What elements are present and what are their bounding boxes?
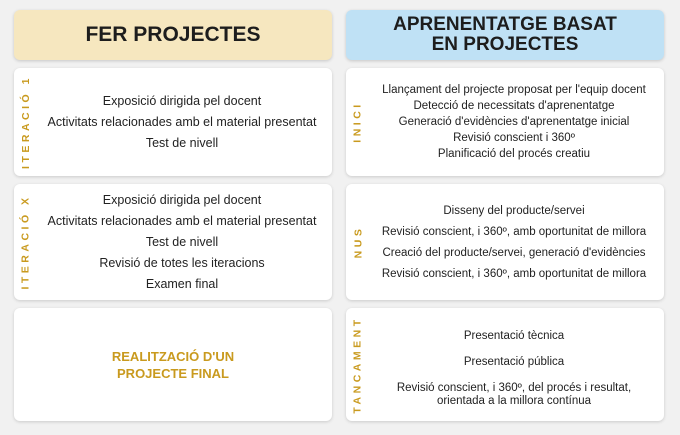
tancament-card: [346, 308, 664, 421]
inici-label: INICI: [352, 101, 365, 143]
tancament-side: [346, 308, 370, 421]
projecte-final-card: [14, 308, 332, 421]
iteracio-1-items: [38, 68, 326, 176]
iteracio-x-side: [14, 184, 38, 300]
projecte-final-line-1: REALITZACIÓ D'UN: [111, 348, 235, 364]
iteracio-1-card: [14, 68, 332, 176]
list-item: Disseny del producte/servei: [443, 204, 585, 217]
list-item: Creació del producte/servei, generació d'evidències: [382, 246, 646, 259]
list-item: Activitats relacionades amb el material presentat: [47, 214, 317, 228]
inici-items: [370, 68, 658, 176]
fer-projectes-header: [14, 10, 332, 60]
list-item: Test de nivell: [145, 136, 219, 150]
abp-header: [346, 10, 664, 60]
list-item: Generació d'evidències d'aprenentatge inicial: [398, 116, 630, 128]
list-item: Detecció de necessitats d'aprenentatge: [413, 100, 615, 112]
list-item: Presentació tècnica: [463, 329, 565, 342]
inici-card: [346, 68, 664, 176]
iteracio-1-side: [14, 68, 38, 176]
list-item: Revisió conscient, i 360º, amb oportunitat de millora: [381, 267, 647, 280]
iteracio-1-label: ITERACIÓ 1: [20, 75, 32, 169]
list-item: Revisió de totes les iteracions: [99, 256, 265, 270]
inici-side: [346, 68, 370, 176]
projecte-final-line-2: PROJECTE FINAL: [117, 365, 229, 381]
list-item: Activitats relacionades amb el material presentat: [47, 115, 317, 129]
iteracio-x-card: [14, 184, 332, 300]
list-item: Examen final: [145, 277, 219, 291]
abp-title-line-2: EN PROJECTES: [431, 34, 579, 55]
list-item: Revisió conscient, i 360º, del procés i resultat,: [396, 381, 632, 394]
nus-card: [346, 184, 664, 300]
list-item: Llançament del projecte proposat per l'equip docent: [382, 84, 646, 96]
iteracio-x-items: [38, 184, 326, 300]
nus-side: [346, 184, 370, 300]
list-item: Exposició dirigida pel docent: [102, 94, 262, 108]
list-item: Exposició dirigida pel docent: [102, 193, 262, 207]
nus-label: NUS: [352, 225, 365, 259]
list-item: Test de nivell: [145, 235, 219, 249]
list-item: Revisió conscient, i 360º, amb oportunitat de millora: [381, 225, 647, 238]
tancament-label: TANCAMENT: [352, 315, 364, 414]
list-item: Revisió conscient i 360º: [453, 132, 575, 144]
list-item: Presentació pública: [463, 355, 565, 368]
fer-projectes-title: FER PROJECTES: [85, 23, 261, 46]
nus-items: [370, 184, 658, 300]
list-item: Planificació del procés creatiu: [437, 148, 591, 160]
abp-title-line-1: APRENENTATGE BASAT: [393, 14, 617, 35]
tancament-items: [370, 308, 658, 421]
iteracio-x-label: ITERACIÓ X: [20, 194, 32, 290]
projecte-final-text: [14, 308, 332, 421]
list-item: orientada a la millora contínua: [436, 394, 592, 407]
